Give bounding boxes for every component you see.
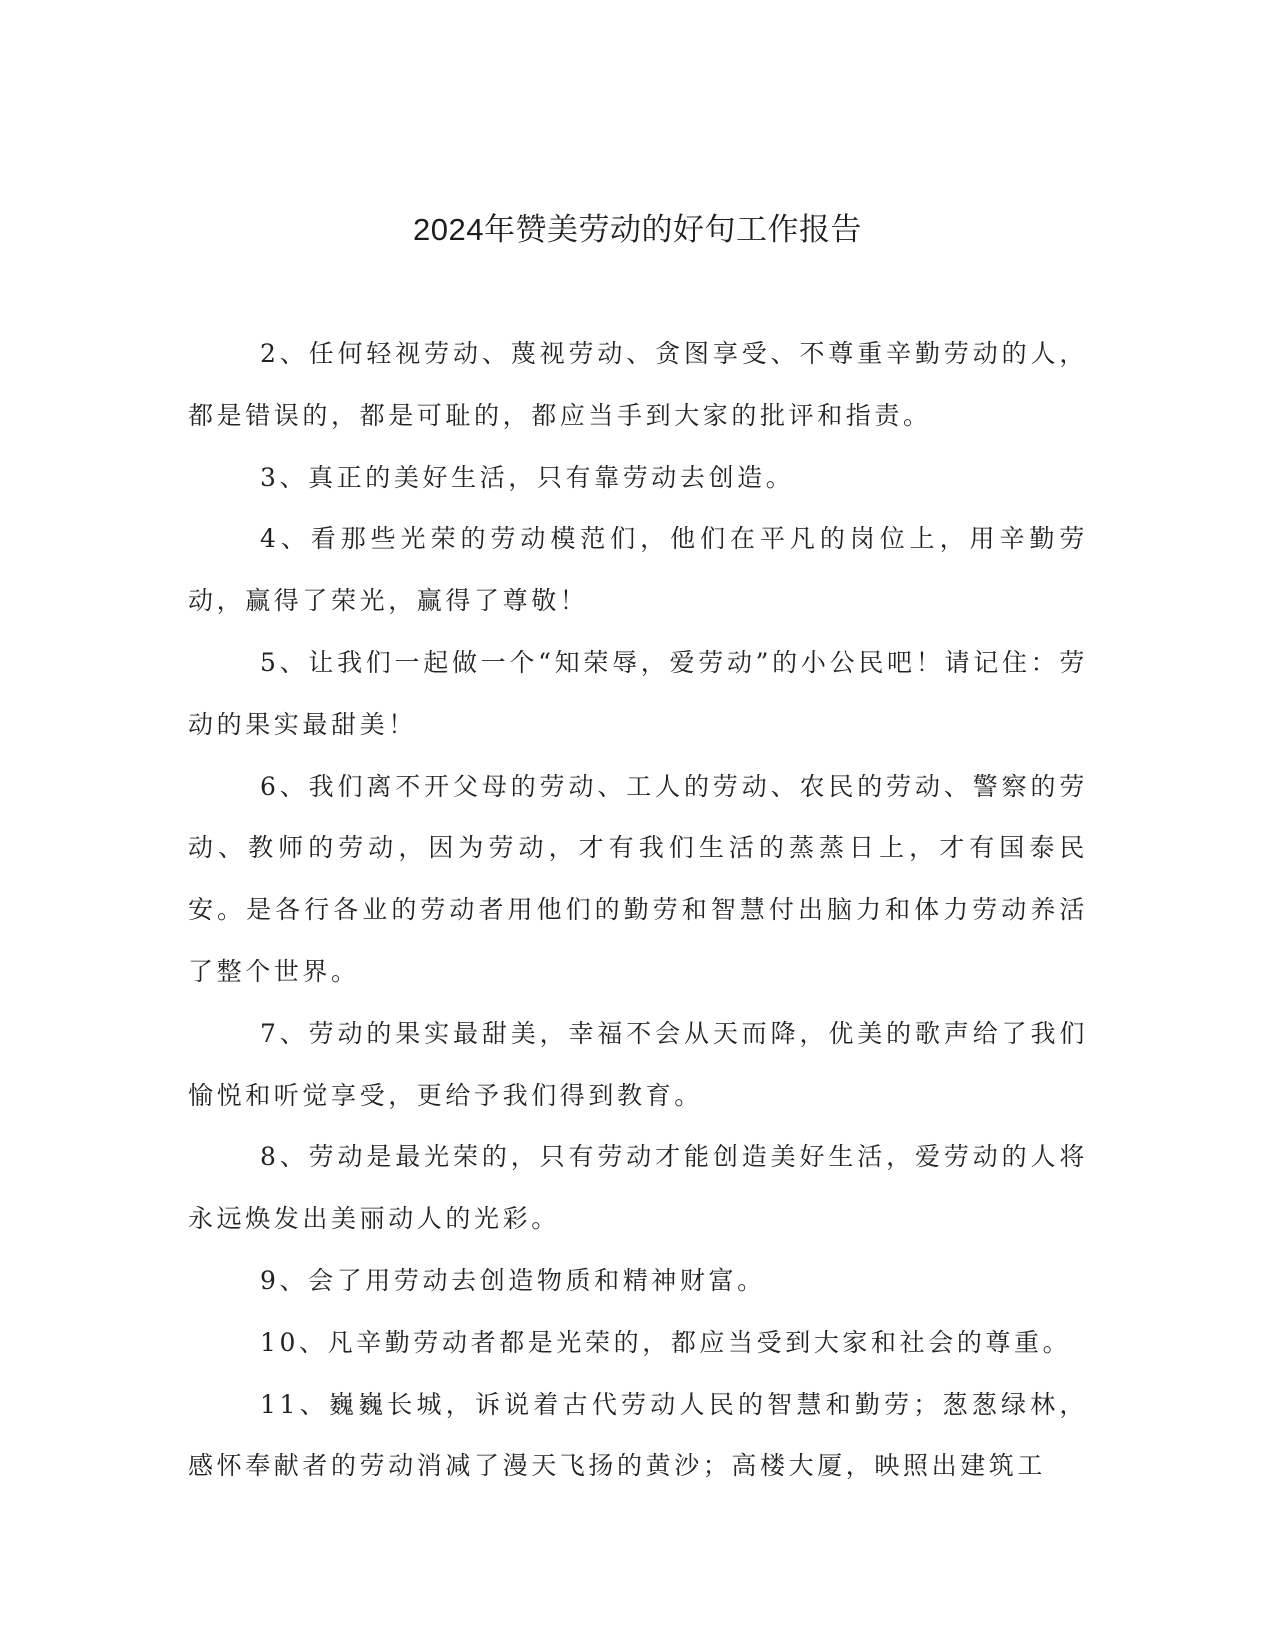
paragraph-9: 9、会了用劳动去创造物质和精神财富。 [260, 1265, 766, 1295]
paragraph-3: 3、真正的美好生活，只有靠劳动去创造。 [260, 462, 795, 492]
document-body [188, 323, 1088, 1497]
paragraph-10: 10、凡辛勤劳动者都是光荣的，都应当受到大家和社会的尊重。 [260, 1327, 1072, 1357]
paragraph-5: 5、让我们一起做一个“知荣辱，爱劳动”的小公民吧！请记住：劳动的果实最甜美！ [188, 647, 1088, 739]
paragraph-4: 4、看那些光荣的劳动模范们，他们在平凡的岗位上，用辛勤劳动，赢得了荣光，赢得了尊敬！ [188, 524, 1088, 616]
paragraph-7: 7、劳动的果实最甜美，幸福不会从天而降，优美的歌声给了我们愉悦和听觉享受，更给予我们得到教育。 [188, 1018, 1088, 1110]
paragraph-8: 8、劳动是最光荣的，只有劳动才能创造美好生活，爱劳动的人将永远焕发出美丽动人的光彩。 [188, 1142, 1088, 1234]
paragraph-6: 6、我们离不开父母的劳动、工人的劳动、农民的劳动、警察的劳动、教师的劳动，因为劳动，才有我们生活的蒸蒸日上，才有国泰民安。是各行各业的劳动者用他们的勤劳和智慧付出脑力和体力劳动养活了整个世界。 [188, 771, 1088, 986]
paragraph-2: 2、任何轻视劳动、蔑视劳动、贪图享受、不尊重辛勤劳动的人，都是错误的，都是可耻的，都应当手到大家的批评和指责。 [188, 339, 1088, 430]
document-title: 2024年赞美劳动的好句工作报告 [413, 212, 862, 247]
paragraph-11: 11、巍巍长城，诉说着古代劳动人民的智慧和勤劳；葱葱绿林，感怀奉献者的劳动消减了漫天飞扬的黄沙；高楼大厦，映照出建筑工 [188, 1389, 1088, 1481]
